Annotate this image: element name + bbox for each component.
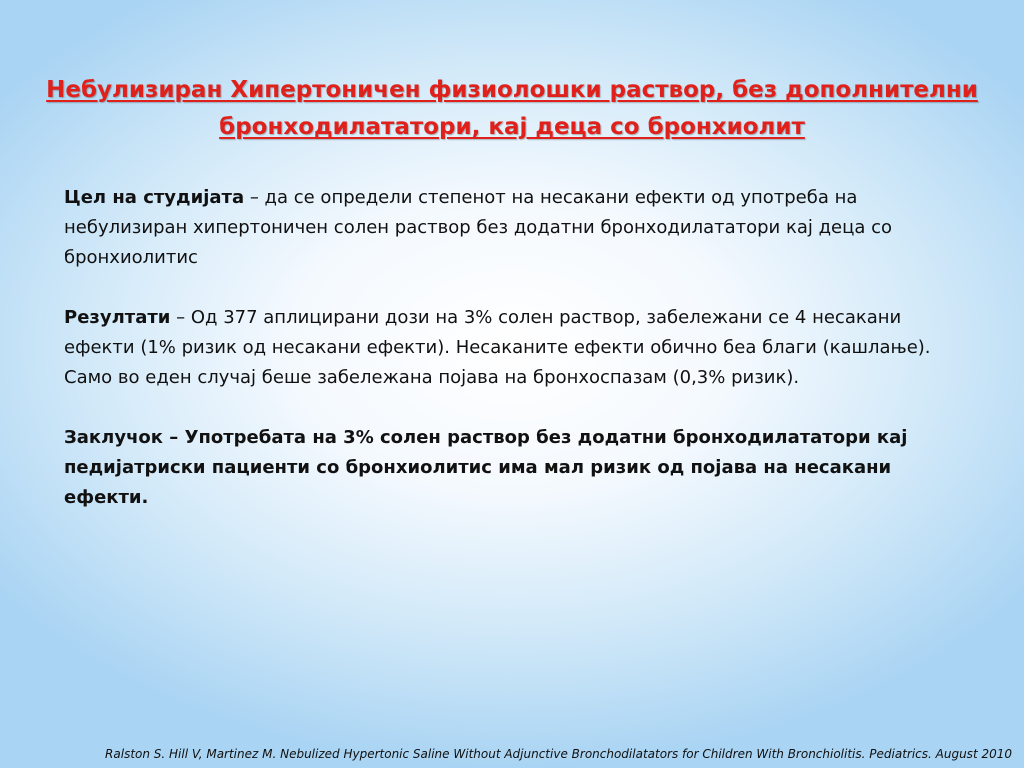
conclusion-paragraph xyxy=(64,423,964,513)
study-aim-separator: – xyxy=(244,187,265,208)
results-paragraph xyxy=(64,303,964,393)
study-aim-heading: Цел на студијата xyxy=(64,187,245,208)
conclusion-heading: Заклучок xyxy=(64,427,164,448)
conclusion-text: Употребата на 3% солен раствор без додатни бронходилататори кај педијатриски пациенти со бронхиолитис има мал ризик од појава на несакани ефекти. xyxy=(64,427,908,508)
study-aim-text: да се определи степенот на несакани ефекти од употреба на небулизиран хипертоничен солен раствор без додатни бронходилататори кај деца со бронхиолитис xyxy=(64,187,893,268)
slide-body xyxy=(64,183,964,513)
slide-title: Небулизиран Хипертоничен физиолошки раствор, без дополнителни бронходилататори, кај деца со бронхиолит xyxy=(46,77,978,140)
citation: Ralston S. Hill V, Martinez M. Nebulized Hypertonic Saline Without Adjunctive Bronchodilatators for Children With Bronchiolitis. Pediatrics. August 2010 xyxy=(105,747,1012,761)
results-heading: Резултати xyxy=(64,307,171,328)
results-text: Од 377 аплицирани дози на 3% солен раствор, забележани се 4 несакани ефекти (1% ризик од несакани ефекти). Несаканите ефекти обично беа благи (кашлање). Само во еден случај беше забележана појава на бронхоспазам (0,3% ризик). xyxy=(64,307,931,388)
results-separator: – xyxy=(170,307,191,328)
conclusion-separator: – xyxy=(163,427,185,448)
study-aim-paragraph xyxy=(64,183,964,273)
